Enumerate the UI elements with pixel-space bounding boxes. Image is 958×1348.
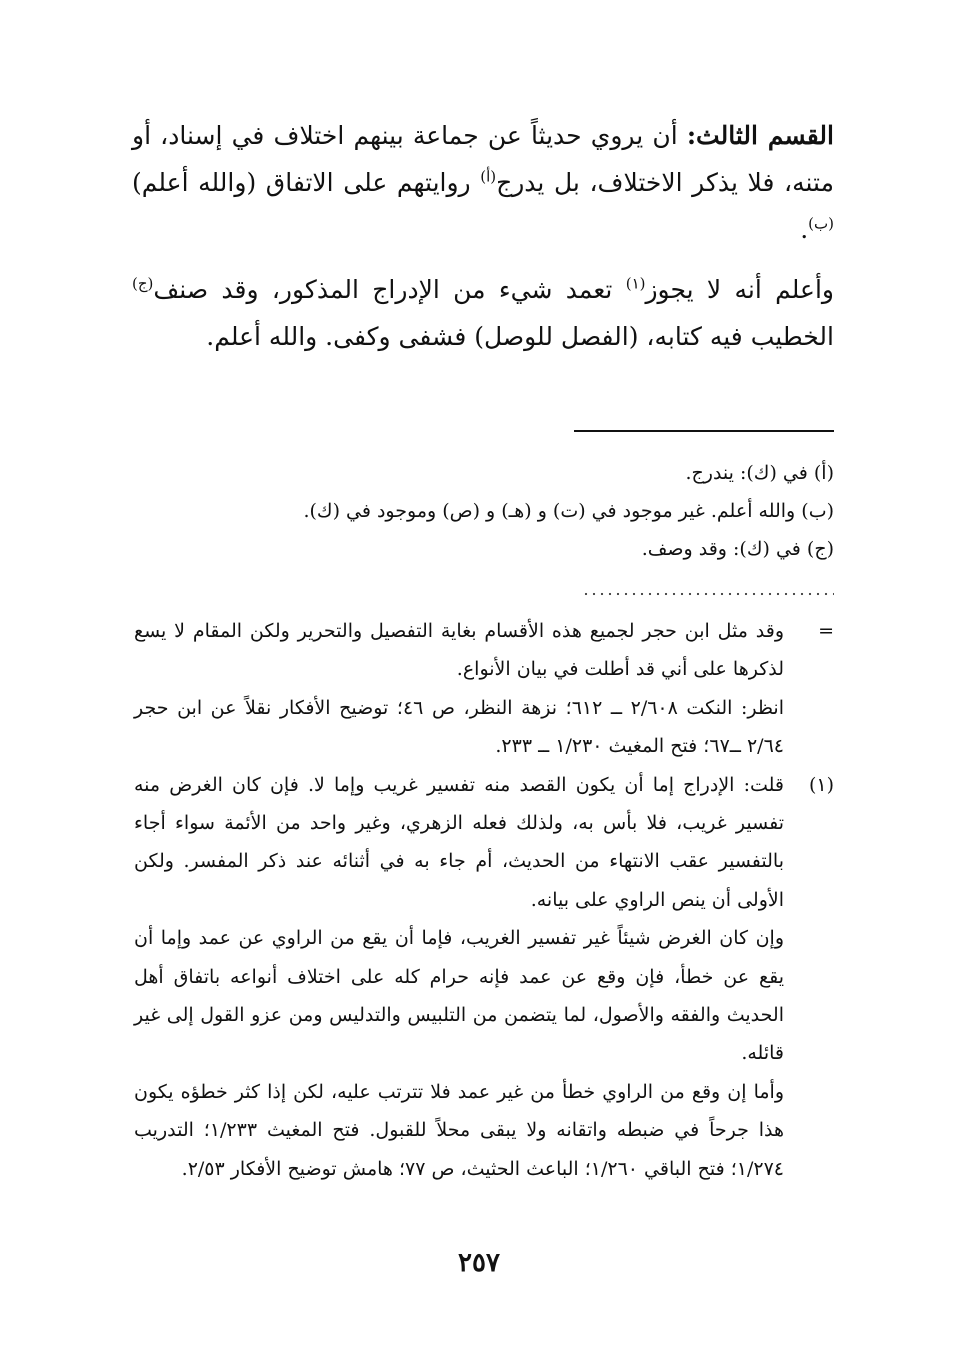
page-number: ٢٥٧ bbox=[458, 1248, 500, 1278]
paragraph-text: تعمد شيء من الإدراج المذكور، وقد صنف bbox=[153, 275, 626, 304]
note-ref-1: (١) bbox=[625, 274, 646, 293]
variant-note bbox=[140, 454, 834, 492]
paragraph-text: أن يروي حديثاً عن جماعة بينهم اختلاف في إسناد، أو متنه، فلا يذكر الاختلاف، بل يدرج bbox=[132, 121, 834, 197]
footnote-paragraph: وقد مثل ابن حجر لجميع هذه الأقسام بغاية التفصيل والتحرير ولكن المقام لا يسع لذكرها على أني قد أطلت في بيان الأنواع. bbox=[134, 620, 784, 681]
variant-note-text: في (ك): وقد وصف. bbox=[641, 538, 801, 560]
note-ref-a: (أ) bbox=[480, 167, 497, 186]
variant-note-text: والله أعلم. غير موجود في (ت) و (هـ) و (ص) وموجود في (ك). bbox=[303, 500, 796, 522]
dotted-separator-line bbox=[582, 592, 834, 596]
continuation-mark: = bbox=[818, 620, 834, 642]
main-paragraph-1 bbox=[132, 112, 834, 253]
paragraph-text: روايتهم على الاتفاق (والله أعلم) bbox=[132, 168, 481, 197]
variant-note bbox=[140, 530, 834, 568]
footnote-paragraph: قلت: الإدراج إما أن يكون القصد منه تفسير غريب وإما لا. فإن كان الغرض منه تفسير غريب، فلا بأس به، ولذلك فعله الزهري، وغير واحد من الأئمة سواء أجاء بالتفسير عقب الانتهاء من الحديث، أم جاء به في أثنائه عند ذكر المفسر. ولكن الأولى أن ينص الراوي على بيانه. bbox=[134, 773, 784, 911]
paragraph-text: الخطيب فيه كتابه، (الفصل للوصل) فشفى وكفى. والله أعلم. bbox=[206, 322, 834, 351]
footnote-paragraph: وإن كان الغرض شيئاً غير تفسير الغريب، فإما أن يقع من الراوي عن عمد وإما أن يقع عن خطأ، فإن وقع عن عمد فإنه حرام كله على اختلاف أنواعه باتفاق أهل الحديث والفقه والأصول، لما يتضمن من التلبيس والتدليس ومن عزو القول إلى غير قائله. bbox=[134, 927, 784, 1065]
footnote-1-mark: (١) bbox=[808, 773, 834, 796]
footnote-1 bbox=[134, 766, 834, 1188]
note-ref-b: (ب) bbox=[808, 214, 834, 233]
footnote-paragraph: انظر: النكت ٢/٦٠٨ ــ ٦١٢؛ نزهة النظر، ص ٤٦؛ توضيح الأفكار نقلاً عن ابن حجر ٢/٦٤ ــ٦٧؛ فتح المغيث ١/٢٣٠ ــ ٢٣٣. bbox=[134, 696, 785, 758]
footnote-separator-line bbox=[574, 430, 834, 432]
commentary-footnotes bbox=[134, 612, 834, 1188]
variant-note-mark: (ب) bbox=[801, 500, 834, 522]
variant-note bbox=[140, 492, 834, 530]
variant-footnotes bbox=[140, 454, 834, 568]
variant-note-mark: (أ) bbox=[813, 462, 834, 484]
variant-note-mark: (ج) bbox=[806, 538, 834, 560]
section-heading: القسم الثالث: bbox=[686, 121, 834, 150]
paragraph-text: . bbox=[800, 215, 809, 244]
note-ref-c: (ج) bbox=[132, 274, 154, 293]
variant-note-text: في (ك): يندرج. bbox=[685, 462, 808, 484]
footnote-paragraph: وأما إن وقع من الراوي خطأ من غير عمد فلا تترتب عليه، لكن إذا كثر خطؤه يكون هذا جرحاً في ضبطه واتقانه ولا يبقى محلاً للقبول. فتح المغيث ١/٢٣٣؛ التدريب ١/٢٧٤؛ فتح الباقي ١/٢٦٠؛ الباعث الحثيث، ص ٧٧؛ هامش توضيح الأفكار ٢/٥٣. bbox=[134, 1080, 784, 1180]
paragraph-text: وأعلم أنه لا يجوز bbox=[645, 275, 834, 304]
main-paragraph-2 bbox=[132, 266, 834, 360]
continued-footnote bbox=[134, 612, 834, 766]
